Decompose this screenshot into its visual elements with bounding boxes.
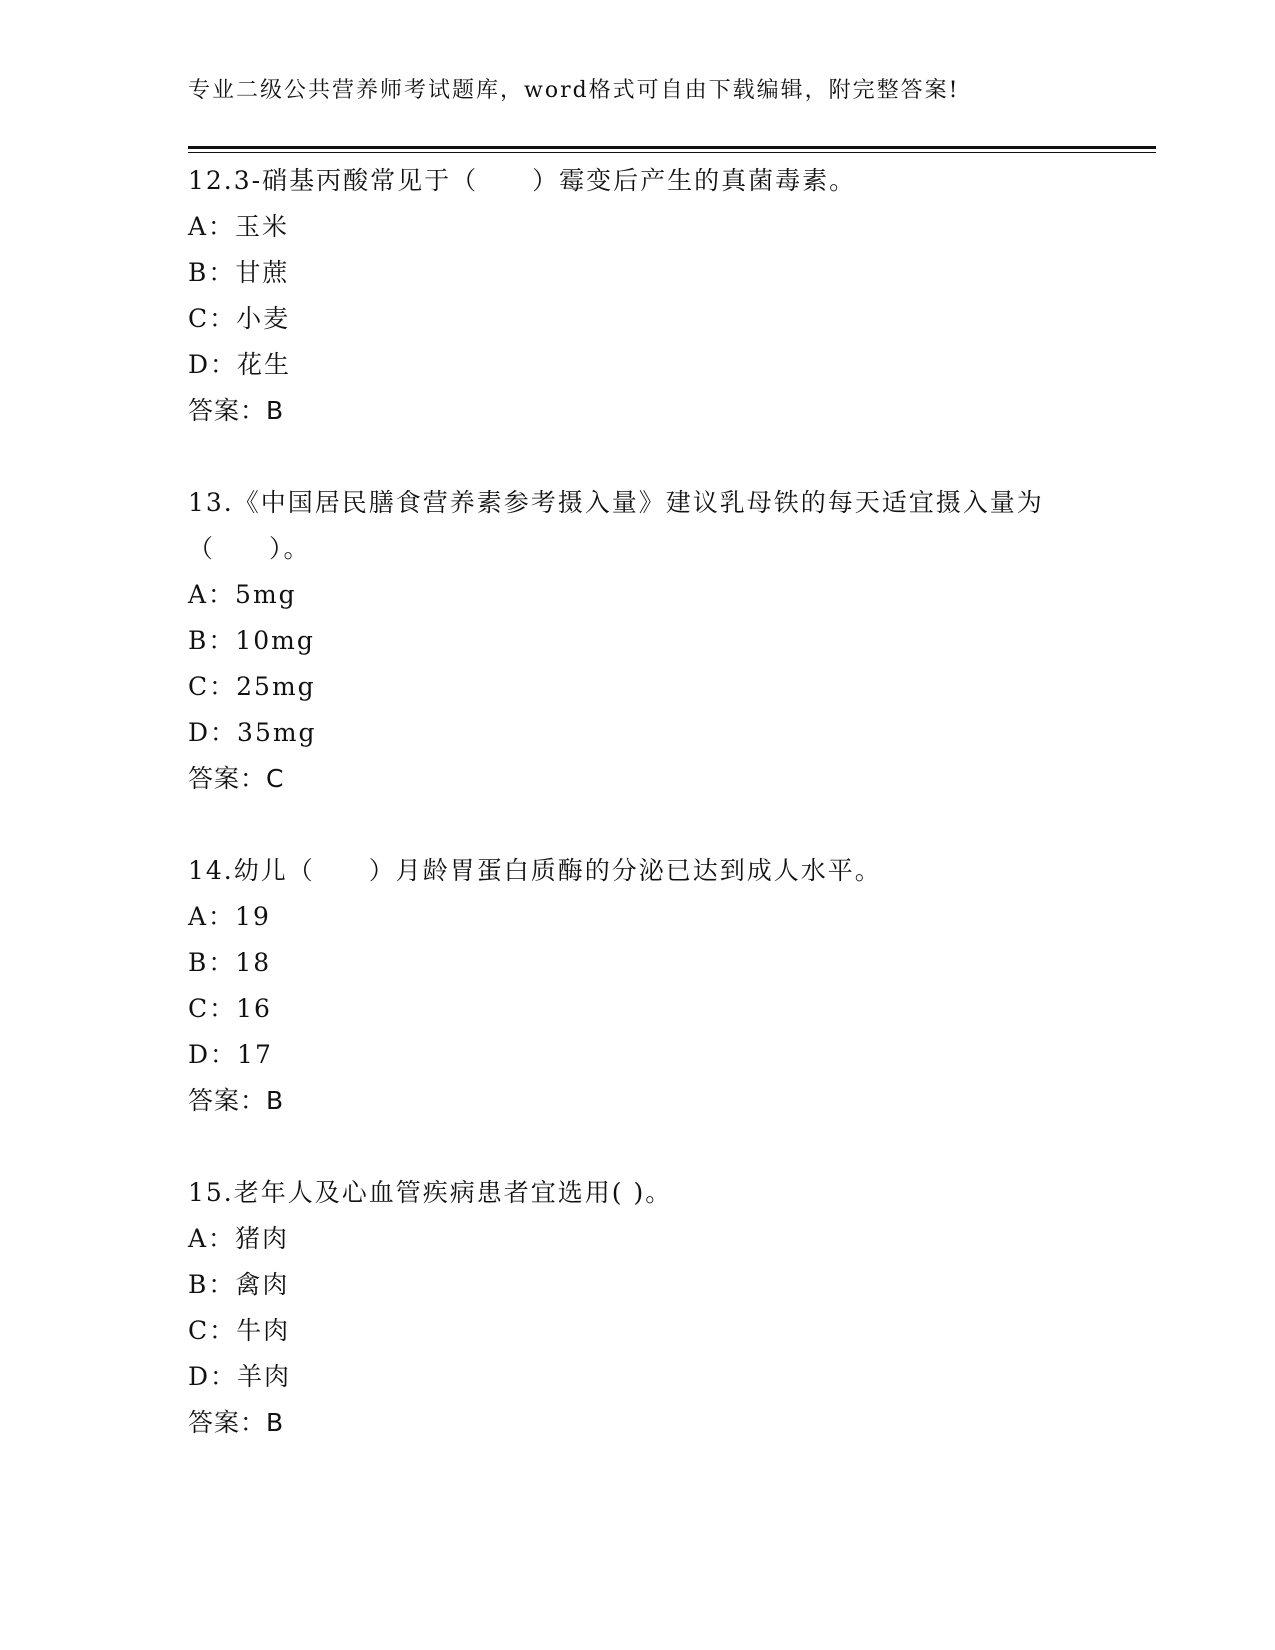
option-a: A：5mg: [188, 580, 297, 609]
option-c: C：16: [188, 994, 272, 1023]
page-header-text: 专业二级公共营养师考试题库，word格式可自由下载编辑，附完整答案!: [188, 78, 960, 103]
question-12: [188, 158, 1088, 434]
question-13: [188, 480, 1088, 802]
option-c: C：小麦: [188, 304, 291, 333]
answer-line: 答案：B: [188, 1086, 285, 1115]
answer-line: 答案：C: [188, 764, 285, 793]
option-b: B：禽肉: [188, 1270, 290, 1299]
option-d: D：花生: [188, 350, 292, 379]
answer-line: 答案：B: [188, 1408, 285, 1437]
question-list: [188, 158, 1088, 1492]
option-a: A：19: [188, 902, 271, 931]
question-stem: 12.3-硝基丙酸常见于（ ）霉变后产生的真菌毒素。: [188, 166, 857, 195]
option-a: A：玉米: [188, 212, 290, 241]
option-b: B：甘蔗: [188, 258, 290, 287]
option-c: C：牛肉: [188, 1316, 291, 1345]
question-stem: 15.老年人及心血管疾病患者宜选用( )。: [188, 1178, 673, 1207]
option-c: C：25mg: [188, 672, 316, 701]
option-d: D：17: [188, 1040, 273, 1069]
option-a: A：猪肉: [188, 1224, 290, 1253]
question-14: [188, 848, 1088, 1124]
option-b: B：18: [188, 948, 272, 977]
header-rule-thick: [188, 146, 1156, 149]
header-rule-thin: [188, 152, 1156, 153]
question-stem: 13.《中国居民膳食营养素参考摄入量》建议乳母铁的每天适宜摄入量为（ ）。: [188, 488, 1044, 563]
question-15: [188, 1170, 1088, 1446]
answer-line: 答案：B: [188, 396, 285, 425]
option-d: D：羊肉: [188, 1362, 292, 1391]
option-d: D：35mg: [188, 718, 317, 747]
option-b: B：10mg: [188, 626, 315, 655]
question-stem: 14.幼儿（ ）月龄胃蛋白质酶的分泌已达到成人水平。: [188, 856, 882, 885]
